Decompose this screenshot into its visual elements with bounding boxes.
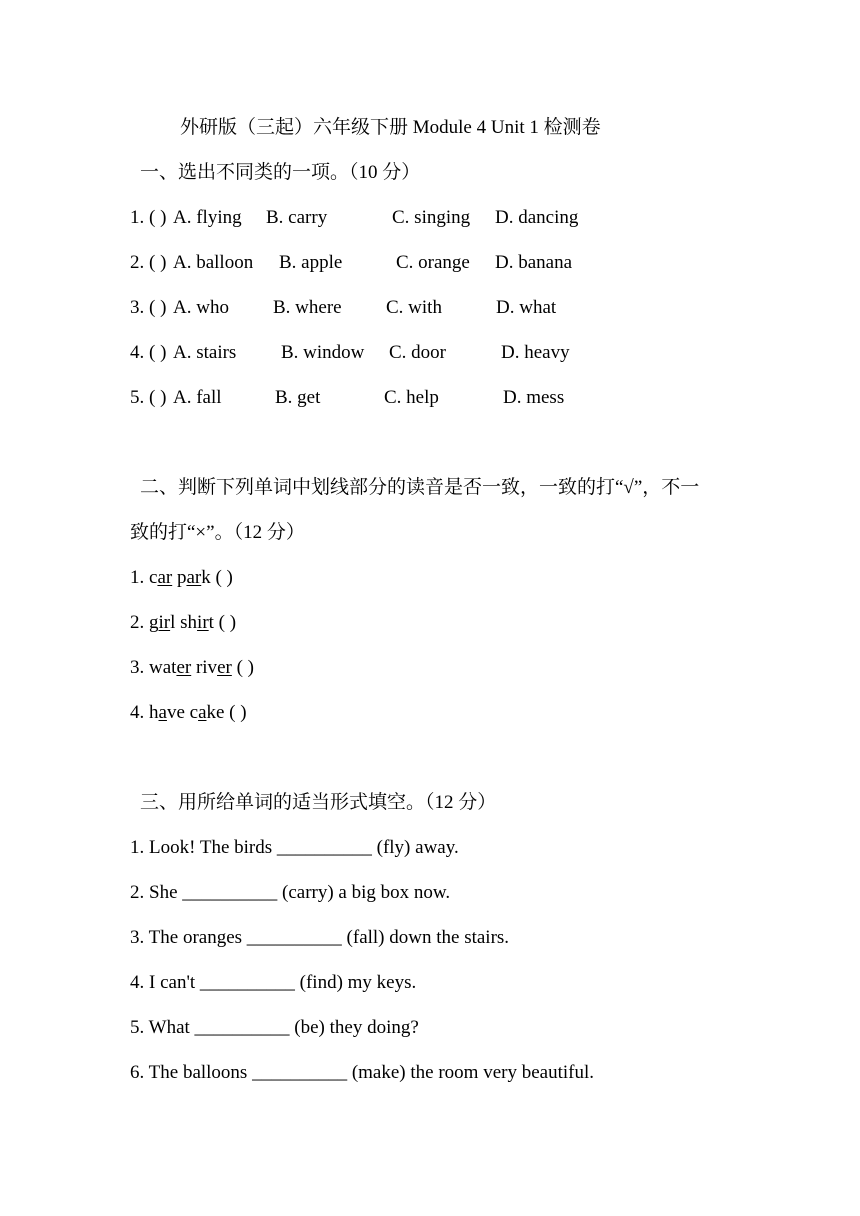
option-d: D. banana xyxy=(495,252,573,273)
page-title: 外研版（三起）六年级下册 Module 4 Unit 1 检测卷 xyxy=(180,117,601,138)
word-part: 4. h xyxy=(130,702,159,723)
underlined-part: er xyxy=(217,657,232,678)
option-c: C. orange xyxy=(396,252,470,273)
word-part: t ( ) xyxy=(208,612,237,633)
option-b: B. carry xyxy=(266,207,328,228)
word-part: l sh xyxy=(170,612,198,633)
underlined-part: a xyxy=(198,702,207,723)
word-part: p xyxy=(172,567,187,588)
section3-item-2: 2. She __________ (carry) a big box now. xyxy=(130,882,451,903)
section3-heading: 三、用所给单词的适当形式填空。（12 分） xyxy=(140,792,497,813)
option-c: C. singing xyxy=(392,207,471,228)
question-number: 5. ( ) xyxy=(130,387,167,408)
section3-item-3: 3. The oranges __________ (fall) down the stairs. xyxy=(130,927,510,948)
section1-heading: 一、选出不同类的一项。（10 分） xyxy=(140,162,421,183)
section2-item-3 xyxy=(130,657,254,679)
underlined-part: ir xyxy=(158,612,171,633)
option-d: D. dancing xyxy=(495,207,579,228)
option-d: D. what xyxy=(496,297,557,318)
word-part: k ( ) xyxy=(201,567,233,588)
question-number: 2. ( ) xyxy=(130,252,167,273)
option-a: A. balloon xyxy=(173,252,254,273)
question-number: 3. ( ) xyxy=(130,297,167,318)
word-part: ve c xyxy=(166,702,199,723)
underlined-part: ar xyxy=(186,567,202,588)
word-part: ( ) xyxy=(231,657,254,678)
section2-item-4 xyxy=(130,702,247,724)
section2-item-2 xyxy=(130,612,236,634)
option-b: B. apple xyxy=(279,252,343,273)
section2-item-1 xyxy=(130,567,233,589)
section2-heading-line2: 致的打“×”。（12 分） xyxy=(130,522,305,543)
option-d: D. mess xyxy=(503,387,565,408)
section3-item-5: 5. What __________ (be) they doing? xyxy=(130,1017,419,1038)
word-part: ke ( ) xyxy=(206,702,247,723)
option-d: D. heavy xyxy=(501,342,570,363)
option-a: A. who xyxy=(173,297,229,318)
option-a: A. stairs xyxy=(173,342,237,363)
underlined-part: ar xyxy=(157,567,173,588)
question-number: 4. ( ) xyxy=(130,342,167,363)
underlined-part: er xyxy=(176,657,192,678)
option-a: A. flying xyxy=(173,207,242,228)
option-c: C. door xyxy=(389,342,446,363)
option-c: C. help xyxy=(384,387,439,408)
underlined-part: a xyxy=(158,702,167,723)
section3-item-1: 1. Look! The birds __________ (fly) away. xyxy=(130,837,459,858)
option-a: A. fall xyxy=(173,387,222,408)
question-number: 1. ( ) xyxy=(130,207,167,228)
word-part: 3. wat xyxy=(130,657,177,678)
section3-item-4: 4. I can't __________ (find) my keys. xyxy=(130,972,417,993)
option-b: B. window xyxy=(281,342,365,363)
section3-item-6: 6. The balloons __________ (make) the room very beautiful. xyxy=(130,1062,594,1083)
underlined-part: ir xyxy=(197,612,209,633)
word-part: 2. g xyxy=(130,612,159,633)
word-part: riv xyxy=(191,657,218,678)
option-c: C. with xyxy=(386,297,442,318)
word-part: 1. c xyxy=(130,567,158,588)
option-b: B. get xyxy=(275,387,321,408)
option-b: B. where xyxy=(273,297,342,318)
section2-heading-line1: 二、判断下列单词中划线部分的读音是否一致，一致的打“√”，不一 xyxy=(140,477,700,498)
